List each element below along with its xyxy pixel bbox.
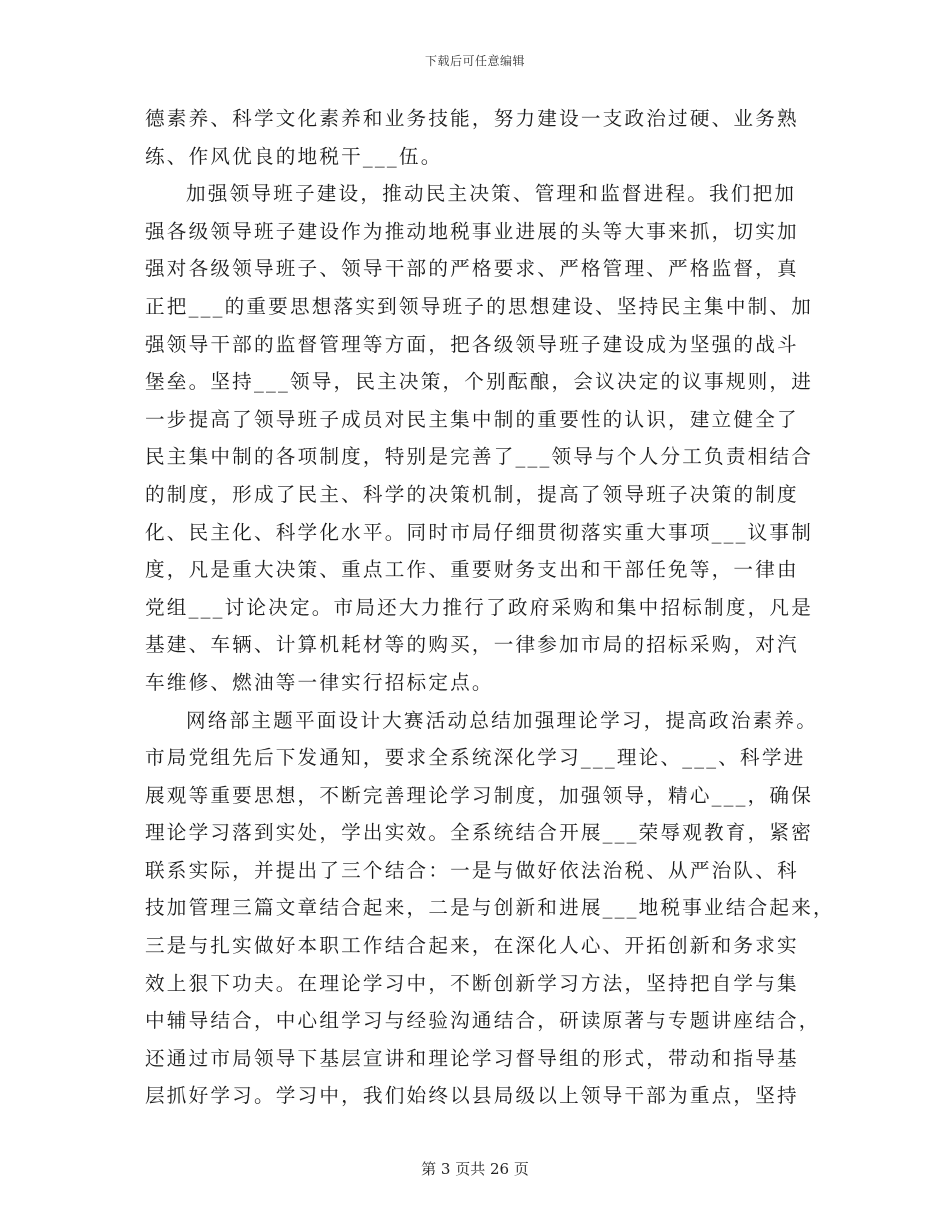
text-line: 德素养、科学文化素养和业务技能，努力建设一支政治过硬、业务熟 xyxy=(145,107,799,130)
text-line: 强领导干部的监督管理等方面，把各级领导班子建设成为坚强的战斗 xyxy=(145,332,799,356)
text-line: 强对各级领导班子、领导干部的严格要求、严格管理、严格监督，真 xyxy=(145,257,799,281)
text-line: 党组___讨论决定。市局还大力推行了政府采购和集中招标制度，凡是 xyxy=(145,595,814,619)
paragraph xyxy=(145,175,815,701)
text-line: 车维修、燃油等一律实行招标定点。 xyxy=(145,670,494,694)
paragraph xyxy=(145,702,835,1116)
text-line: 网络部主题平面设计大赛活动总结加强理论学习，提高政治素养。 xyxy=(186,708,819,732)
page-header: 下载后可任意编辑 xyxy=(424,54,525,68)
text-line: 民主集中制的各项制度，特别是完善了___领导与个人分工负责相结合 xyxy=(145,445,814,469)
text-line: 的制度，形成了民主、科学的决策机制，提高了领导班子决策的制度 xyxy=(145,482,799,506)
document-body xyxy=(145,100,835,1115)
text-line: 加强领导班子建设，推动民主决策、管理和监督进程。我们把加 xyxy=(186,182,797,206)
text-line: 堡垒。坚持___领导，民主决策，个别酝酿，会议决定的议事规则，进 xyxy=(145,370,814,394)
text-line: 还通过市局领导下基层宣讲和理论学习督导组的形式，带动和指导基 xyxy=(145,1046,799,1070)
text-line: 一步提高了领导班子成员对民主集中制的重要性的认识，建立健全了 xyxy=(145,407,799,431)
text-line: 基建、车辆、计算机耗材等的购买，一律参加市局的招标采购，对汽 xyxy=(145,633,799,657)
text-line: 层抓好学习。学习中，我们始终以县局级以上领导干部为重点，坚持 xyxy=(145,1084,799,1108)
text-line: 联系实际，并提出了三个结合：一是与做好依法治税、从严治队、科 xyxy=(145,858,799,882)
text-line: 正把___的重要思想落实到领导班子的思想建设、坚持民主集中制、加 xyxy=(145,294,814,318)
text-line: 强各级领导班子建设作为推动地税事业进展的头等大事来抓，切实加 xyxy=(145,219,799,243)
text-line: 技加管理三篇文章结合起来，二是与创新和进展___地税事业结合起来， xyxy=(145,896,835,920)
text-line: 效上狠下功夫。在理论学习中，不断创新学习方法，坚持把自学与集 xyxy=(145,971,799,995)
text-line: 三是与扎实做好本职工作结合起来，在深化人心、开拓创新和务求实 xyxy=(145,934,799,958)
text-line: 理论学习落到实处，学出实效。全系统结合开展___荣辱观教育，紧密 xyxy=(145,821,814,845)
page-footer: 第 3 页共 26 页 xyxy=(421,1160,529,1178)
text-line: 化、民主化、科学化水平。同时市局仔细贯彻落实重大事项___议事制 xyxy=(145,520,814,544)
text-line: 中辅导结合，中心组学习与经验沟通结合，研读原著与专题讲座结合， xyxy=(145,1009,821,1033)
text-line: 度，凡是重大决策、重点工作、重要财务支出和干部任免等，一律由 xyxy=(145,558,799,582)
text-line: 市局党组先后下发通知，要求全系统深化学习___理论、___、科学进 xyxy=(145,746,806,770)
text-line: 展观等重要思想，不断完善理论学习制度，加强领导，精心___，确保 xyxy=(145,783,814,807)
text-line: 练、作风优良的地税干___伍。 xyxy=(145,144,443,168)
paragraph xyxy=(145,100,815,175)
